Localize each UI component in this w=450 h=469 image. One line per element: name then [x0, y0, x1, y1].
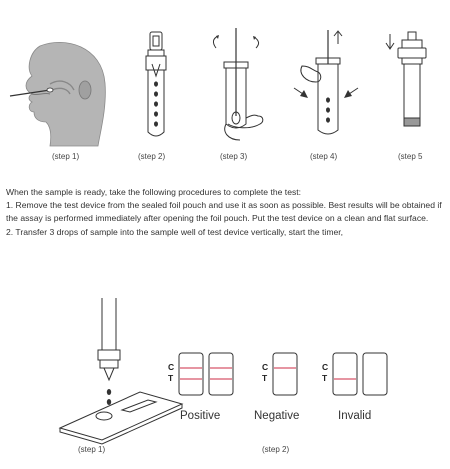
invalid-result-windows: [332, 352, 388, 396]
bottom-step-2-label: (step 2): [262, 445, 290, 454]
top-step-4-label: (step 4): [310, 152, 338, 161]
c-label: C: [322, 362, 329, 372]
bottom-step-1-label: (step 1): [78, 445, 106, 454]
swab-removal-illustration: [292, 30, 362, 142]
invalid-result-label: Invalid: [338, 410, 372, 422]
t-label: T: [262, 373, 268, 383]
instructions-item-1: 1. Remove the test device from the sealed foil pouch and use it as soon as possible. Best results will be obtained if the assay is performed immediately after opening the foil pouch. Put the test device on a clean and flat surface.: [6, 200, 442, 224]
c-label: C: [262, 362, 269, 372]
negative-result-label: Negative: [254, 410, 300, 422]
positive-result-label: Positive: [180, 410, 221, 422]
top-step-3-label: (step 3): [220, 152, 248, 161]
instructions-item-2: 2. Transfer 3 drops of sample into the sample well of test device vertically, start the timer,: [6, 226, 344, 237]
top-step-1-label: (step 1): [52, 152, 80, 161]
invalid-ct-labels: [322, 362, 328, 384]
instructions-intro: When the sample is ready, take the following procedures to complete the test:: [6, 187, 302, 197]
negative-ct-labels: [262, 362, 268, 384]
positive-result-windows: [178, 352, 234, 396]
c-label: C: [168, 362, 175, 372]
t-label: T: [168, 373, 174, 383]
positive-ct-labels: [168, 362, 174, 384]
tube-cap-illustration: [382, 30, 442, 136]
nasal-swab-head-illustration: [10, 38, 110, 148]
negative-result-window: [272, 352, 298, 396]
t-label: T: [322, 373, 328, 383]
top-step-2-label: (step 2): [138, 152, 166, 161]
sample-dropping-illustration: [56, 290, 186, 440]
swab-rotation-illustration: [206, 28, 266, 146]
instructions-text: [6, 186, 446, 239]
extraction-tube-illustration: [136, 30, 176, 142]
top-step-5-label: (step 5: [398, 152, 423, 161]
